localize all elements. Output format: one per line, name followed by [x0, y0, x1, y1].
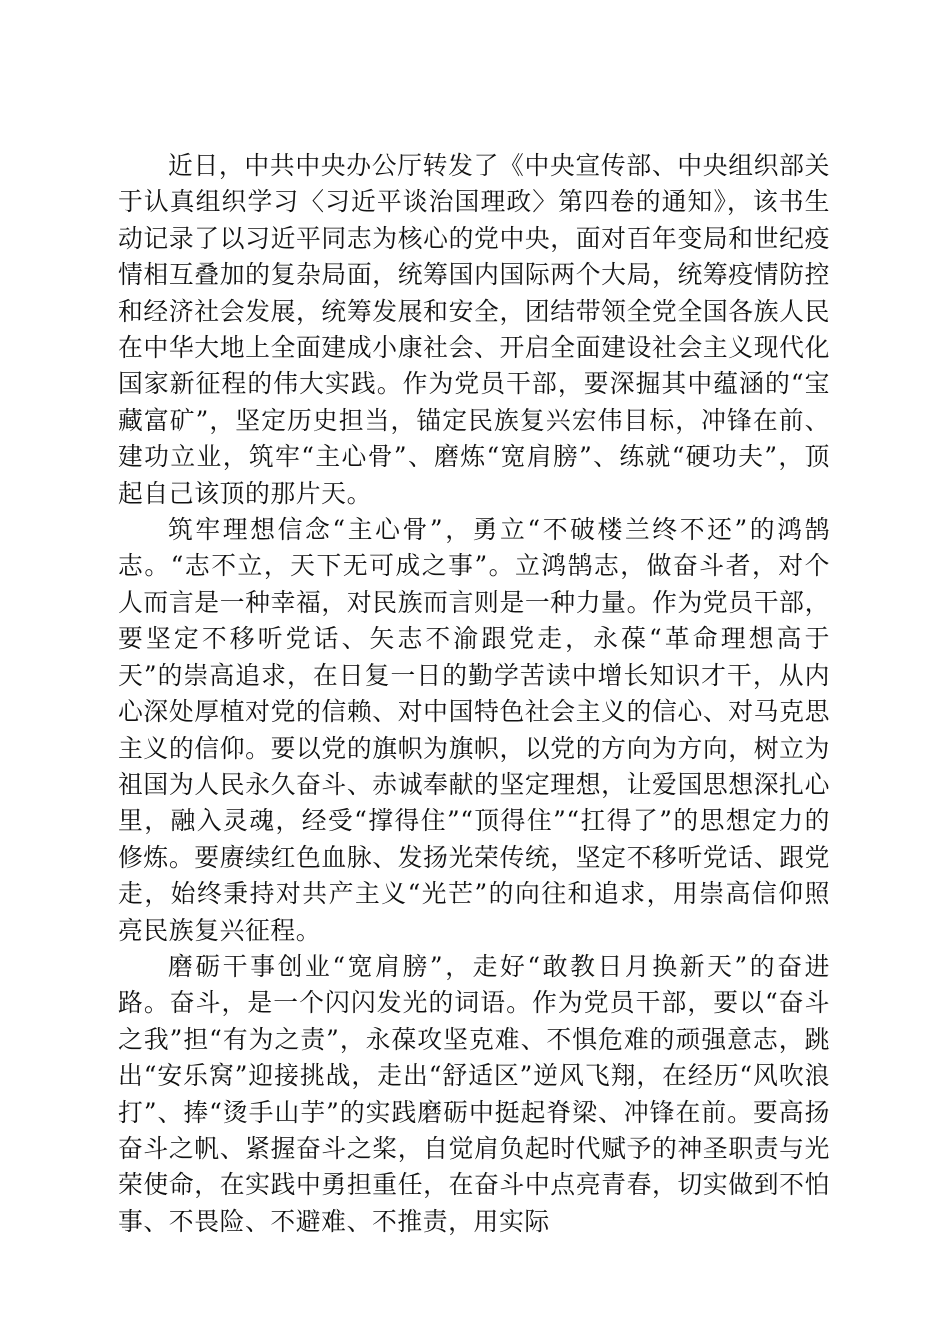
paragraph-2: 筑牢理想信念“主心骨”，勇立“不破楼兰终不还”的鸿鹄志。“志不立，天下无可成之事”。立鸿鹄志，做奋斗者，对个人而言是一种幸福，对民族而言则是一种力量。作为党员干部，要坚定不移听党话、矢志不渝跟党走，永葆“革命理想高于天”的崇高追求，在日复一日的勤学苦读中增长知识才干，从内心深处厚植对党的信赖、对中国特色社会主义的信心、对马克思主义的信仰。要以党的旗帜为旗帜，以党的方向为方向，树立为祖国为人民永久奋斗、赤诚奉献的坚定理想，让爱国思想深扎心里，融入灵魂，经受“撑得住”“顶得住”“扛得了”的思想定力的修炼。要赓续红色血脉、发扬光荣传统，坚定不移听党话、跟党走，始终秉持对共产主义“光芒”的向往和追求，用崇高信仰照亮民族复兴征程。: [118, 515, 830, 945]
document-body: [118, 148, 830, 1240]
paragraph-1: 近日，中共中央办公厅转发了《中央宣传部、中央组织部关于认真组织学习〈习近平谈治国理政〉第四卷的通知》，该书生动记录了以习近平同志为核心的党中央，面对百年变局和世纪疫情相互叠加的复杂局面，统筹国内国际两个大局，统筹疫情防控和经济社会发展，统筹发展和安全，团结带领全党全国各族人民在中华大地上全面建成小康社会、开启全面建设社会主义现代化国家新征程的伟大实践。作为党员干部，要深掘其中蕴涵的“宝藏富矿”，坚定历史担当，锚定民族复兴宏伟目标，冲锋在前、建功立业，筑牢“主心骨”、磨炼“宽肩膀”、练就“硬功夫”，顶起自己该顶的那片天。: [118, 151, 830, 508]
paragraph-3: 磨砺干事创业“宽肩膀”，走好“敢教日月换新天”的奋进路。奋斗，是一个闪闪发光的词语。作为党员干部，要以“奋斗之我”担“有为之责”，永葆攻坚克难、不惧危难的顽强意志，跳出“安乐窝”迎接挑战，走出“舒适区”逆风飞翔，在经历“风吹浪打”、捧“烫手山芋”的实践磨砺中挺起脊梁、冲锋在前。要高扬奋斗之帆、紧握奋斗之桨，自觉肩负起时代赋予的神圣职责与光荣使命，在实践中勇担重任，在奋斗中点亮青春，切实做到不怕事、不畏险、不避难、不推责，用实际: [118, 951, 830, 1236]
